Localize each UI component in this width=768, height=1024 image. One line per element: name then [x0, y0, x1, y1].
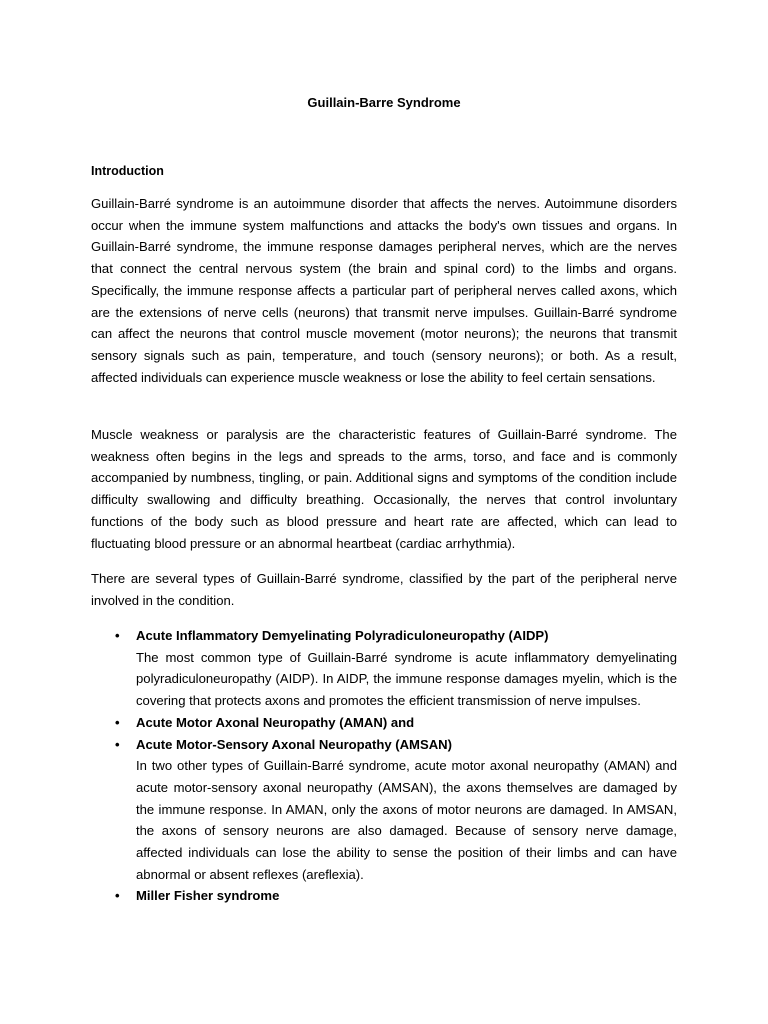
list-item-title: Acute Motor Axonal Neuropathy (AMAN) and	[136, 714, 415, 730]
list-item-amsan	[91, 734, 677, 886]
list-item-aman	[91, 712, 677, 734]
list-item-aidp	[91, 625, 677, 712]
list-item-title: Acute Inflammatory Demyelinating Polyradiculoneuropathy (AIDP)	[136, 628, 549, 643]
paragraph-intro: Guillain-Barré syndrome is an autoimmune disorder that affects the nerves. Autoimmune disorders occur when the immune system malfunctions and attacks the body's own tissues and organs. In Guillain-Barré syndrome, the immune response damages peripheral nerves, which are the nerves that connect the central nervous system (the brain and spinal cord) to the limbs and organs. Specifically, the immune response affects a particular part of peripheral nerves called axons, which are the extensions of nerve cells (neurons) that transmit nerve impulses. Guillain-Barré syndrome can affect the neurons that control muscle movement (motor neurons); the neurons that transmit sensory signals such as pain, temperature, and touch (sensory neurons); or both. As a result, affected individuals can experience muscle weakness or lose the ability to feel certain sensations.	[91, 196, 677, 385]
list-item-title: Miller Fisher syndrome	[136, 888, 280, 904]
document-title: Guillain-Barre Syndrome	[307, 95, 461, 110]
list-item-description: The most common type of Guillain-Barré syndrome is acute inflammatory demyelinating polyradiculoneuropathy (AIDP). In AIDP, the immune response damages myelin, which is the covering that protects axons and promotes the efficient transmission of nerve impulses.	[136, 649, 677, 709]
list-item-description: In two other types of Guillain-Barré syndrome, acute motor axonal neuropathy (AMAN) and acute motor-sensory axonal neuropathy (AMSAN), the axons themselves are damaged by the immune response. In AMAN, only the axons of motor neurons are damaged. In AMSAN, the axons of sensory neurons are also damaged. Because of sensory nerve damage, affected individuals can lose the ability to sense the position of their limbs and can have abnormal or absent reflexes (areflexia).	[136, 758, 677, 882]
paragraph-types: There are several types of Guillain-Barré syndrome, classified by the part of the peripheral nerve involved in the condition.	[91, 571, 677, 608]
bullet-icon: •	[115, 714, 120, 730]
section-heading-introduction: Introduction	[91, 164, 164, 178]
bullet-icon: •	[115, 628, 120, 643]
paragraph-symptoms: Muscle weakness or paralysis are the characteristic features of Guillain-Barré syndrome. The weakness often begins in the legs and spreads to the arms, torso, and face and is commonly accompanied by numbness, tingling, or pain. Additional signs and symptoms of the condition include difficulty swallowing and difficulty breathing. Occasionally, the nerves that control involuntary functions of the body such as blood pressure and heart rate are affected, which can lead to fluctuating blood pressure or an abnormal heartbeat (cardiac arrhythmia).	[91, 427, 677, 551]
bullet-icon: •	[115, 736, 120, 752]
list-item-title: Acute Motor-Sensory Axonal Neuropathy (AMSAN)	[136, 736, 452, 752]
bullet-icon: •	[115, 888, 120, 904]
list-item-miller-fisher	[91, 885, 677, 907]
types-list	[91, 625, 677, 907]
